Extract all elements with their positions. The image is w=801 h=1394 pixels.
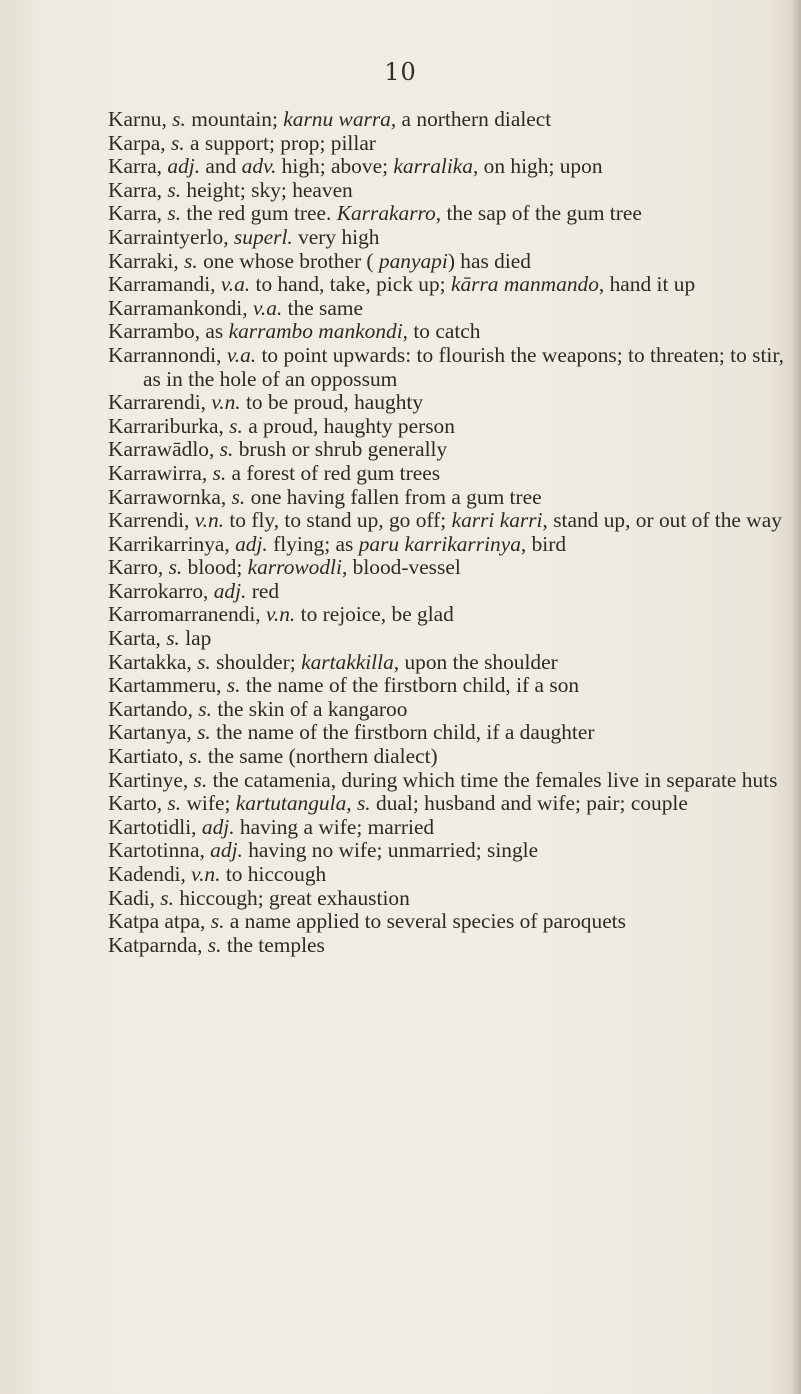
entry-text: high; above; xyxy=(276,154,394,179)
entry-text: the same xyxy=(282,295,364,320)
entry-italic-text: s. xyxy=(167,791,182,816)
dictionary-entry xyxy=(108,438,798,462)
entry-italic-text: s. xyxy=(167,177,182,202)
dictionary-entry xyxy=(108,887,798,911)
dictionary-entries xyxy=(108,108,798,957)
entry-text: Karrawirra, xyxy=(108,460,213,485)
entry-italic-text: v.n. xyxy=(211,390,241,415)
entry-italic-text: s. xyxy=(226,673,241,698)
page-number: 10 xyxy=(384,58,417,86)
entry-text: Karto, xyxy=(108,791,168,816)
entry-text: very high xyxy=(292,224,380,249)
entry-text: , a northern dialect xyxy=(390,107,552,131)
entry-italic-text: s. xyxy=(210,909,225,934)
dictionary-entry xyxy=(108,509,798,533)
entry-italic-text: v.n. xyxy=(265,602,296,627)
entry-italic-text: Karrakarro xyxy=(336,201,436,226)
entry-text: Karrambo, as xyxy=(108,319,229,344)
entry-text: to fly, to stand up, go off; xyxy=(224,508,452,533)
entry-italic-text: s. xyxy=(212,460,227,485)
entry-italic-text: panyapi xyxy=(378,248,448,273)
entry-italic-text: v.a. xyxy=(226,342,257,367)
entry-text: Karrannondi, xyxy=(108,342,227,367)
entry-text: , blood-vessel xyxy=(341,555,461,580)
dictionary-entry xyxy=(108,674,798,698)
entry-text: Kadendi, xyxy=(108,862,192,886)
entry-text: to be proud, haughty xyxy=(240,390,424,415)
dictionary-entry xyxy=(108,344,798,391)
dictionary-entry xyxy=(108,533,798,557)
entry-italic-text: s. xyxy=(197,649,211,674)
entry-italic-text: s. xyxy=(166,626,180,651)
entry-text: a name applied to several species of paroquets xyxy=(224,909,626,934)
entry-italic-text: karnu warra xyxy=(283,107,391,131)
entry-text: one having fallen from a gum tree xyxy=(245,484,542,509)
entry-text: Kartanya, xyxy=(108,720,198,745)
entry-text: the name of the firstborn child, if a son xyxy=(240,673,580,698)
dictionary-entry xyxy=(108,556,798,580)
entry-text: Karra, xyxy=(108,201,168,226)
entry-italic-text: superl. xyxy=(233,224,293,249)
entry-text: blood; xyxy=(182,555,248,580)
dictionary-entry xyxy=(108,580,798,604)
dictionary-entry xyxy=(108,179,798,203)
entry-text: to hand, take, pick up; xyxy=(250,272,451,297)
entry-italic-text: karrowodli xyxy=(247,555,342,580)
entry-text: having no wife; unmarried; single xyxy=(242,838,539,863)
entry-text: Kartakka, xyxy=(108,649,198,674)
entry-text: Kartammeru, xyxy=(108,673,227,698)
entry-text: to hiccough xyxy=(220,862,327,886)
entry-italic-text: v.a. xyxy=(252,295,283,320)
entry-text: red xyxy=(246,578,280,603)
entry-text: the name of the firstborn child, if a daughter xyxy=(210,720,595,745)
entry-italic-text: v.n. xyxy=(191,862,221,886)
dictionary-entry xyxy=(108,391,798,415)
entry-text: mountain; xyxy=(185,107,284,131)
entry-italic-text: s. xyxy=(198,696,212,721)
entry-italic-text: adj. xyxy=(213,578,247,603)
entry-italic-text: s. xyxy=(167,201,182,226)
entry-text: , the sap of the gum tree xyxy=(435,201,642,226)
entry-italic-text: s. xyxy=(229,413,243,438)
entry-text: Karrendi, xyxy=(108,508,195,533)
entry-text: , hand it up xyxy=(598,272,696,297)
entry-text: Karrariburka, xyxy=(108,413,230,438)
entry-text: Karraintyerlo, xyxy=(108,224,234,249)
dictionary-entry xyxy=(108,910,798,934)
entry-text: the same (northern dialect) xyxy=(202,744,438,769)
dictionary-entry xyxy=(108,486,798,510)
entry-text: Katparnda, xyxy=(108,932,208,957)
entry-italic-text: adj. xyxy=(210,838,243,863)
entry-italic-text: s. xyxy=(219,437,234,462)
entry-italic-text: adv. xyxy=(241,154,277,179)
entry-italic-text: paru karrikarrinya xyxy=(358,531,521,556)
dictionary-entry xyxy=(108,202,798,226)
entry-italic-text: karri karri xyxy=(451,508,543,533)
dictionary-entry xyxy=(108,839,798,863)
entry-italic-text: s. xyxy=(207,932,222,957)
entry-text: the skin of a kangaroo xyxy=(211,696,408,721)
entry-text: height; sky; heaven xyxy=(181,177,353,202)
entry-italic-text: kartakkilla xyxy=(301,649,394,674)
dictionary-entry xyxy=(108,863,798,887)
entry-text: lap xyxy=(179,626,212,651)
entry-italic-text: s. xyxy=(160,885,174,910)
entry-italic-text: karrambo mankondi xyxy=(228,319,403,344)
entry-text: , stand up, or out of the way xyxy=(542,508,782,533)
entry-text: flying; as xyxy=(267,531,359,556)
entry-italic-text: s. xyxy=(356,791,371,816)
entry-text: brush or shrub generally xyxy=(233,437,448,462)
entry-italic-text: s. xyxy=(170,130,185,155)
entry-italic-text: s. xyxy=(193,767,208,792)
entry-text: Karnu, xyxy=(108,107,173,131)
dictionary-entry xyxy=(108,415,798,439)
dictionary-entry xyxy=(108,698,798,722)
entry-text: hiccough; great exhaustion xyxy=(173,885,410,910)
entry-italic-text: s. xyxy=(197,720,211,745)
entry-text: Karra, xyxy=(108,154,168,179)
dictionary-entry xyxy=(108,297,798,321)
entry-text: wife; xyxy=(181,791,236,816)
entry-text: dual; husband and wife; pair; couple xyxy=(370,791,688,816)
entry-text: Karrarendi, xyxy=(108,390,212,415)
dictionary-entry xyxy=(108,745,798,769)
entry-text: the temples xyxy=(221,932,325,957)
entry-italic-text: adj. xyxy=(167,154,201,179)
entry-text: Karraki, xyxy=(108,248,185,273)
entry-italic-text: s. xyxy=(188,744,203,769)
entry-text: ) has died xyxy=(447,248,531,273)
dictionary-entry xyxy=(108,627,798,651)
entry-text: Karromarranendi, xyxy=(108,602,266,627)
dictionary-entry xyxy=(108,226,798,250)
entry-text: Kartotidli, xyxy=(108,814,202,839)
entry-text: the red gum tree. xyxy=(181,201,337,226)
dictionary-entry xyxy=(108,603,798,627)
entry-text: Karrokarro, xyxy=(108,578,214,603)
entry-text: Karrikarrinya, xyxy=(108,531,236,556)
entry-text: Karta, xyxy=(108,626,167,651)
entry-text: , on high; upon xyxy=(472,154,603,179)
dictionary-entry xyxy=(108,934,798,958)
entry-text: Kartotinna, xyxy=(108,838,211,863)
entry-text: Karrawādlo, xyxy=(108,437,220,462)
entry-text: the catamenia, during which time the females live in separate huts xyxy=(207,767,778,792)
dictionary-entry xyxy=(108,250,798,274)
dictionary-entry xyxy=(108,769,798,793)
entry-text: Karro, xyxy=(108,555,169,580)
entry-text: Kartiato, xyxy=(108,744,189,769)
dictionary-entry xyxy=(108,273,798,297)
entry-text: Karpa, xyxy=(108,130,171,155)
entry-italic-text: adj. xyxy=(201,814,235,839)
dictionary-entry xyxy=(108,320,798,344)
dictionary-entry xyxy=(108,132,798,156)
entry-italic-text: karralika xyxy=(393,154,473,179)
entry-text: Kadi, xyxy=(108,885,161,910)
entry-text: Karrawornka, xyxy=(108,484,232,509)
entry-italic-text: s. xyxy=(184,248,198,273)
entry-italic-text: s. xyxy=(231,484,246,509)
entry-text: to point upwards: to flourish the weapons; to threaten; to stir, as in the hole of an oppossum xyxy=(143,342,784,391)
entry-text: Karra, xyxy=(108,177,168,202)
entry-text: having a wife; married xyxy=(234,814,435,839)
dictionary-entry xyxy=(108,721,798,745)
entry-text: Karramankondi, xyxy=(108,295,253,320)
entry-text: a proud, haughty person xyxy=(242,413,455,438)
dictionary-entry xyxy=(108,792,798,816)
entry-italic-text: adj. xyxy=(235,531,268,556)
entry-text: a support; prop; pillar xyxy=(184,130,376,155)
entry-italic-text: v.a. xyxy=(220,272,251,297)
entry-text: and xyxy=(200,154,242,179)
entry-text: shoulder; xyxy=(210,649,302,674)
entry-text: , xyxy=(346,791,357,816)
entry-text: a forest of red gum trees xyxy=(226,460,441,485)
entry-text: Kartando, xyxy=(108,696,199,721)
dictionary-entry xyxy=(108,651,798,675)
entry-text: , to catch xyxy=(402,319,481,344)
entry-italic-text: kartutangula xyxy=(235,791,347,816)
entry-text: , bird xyxy=(520,531,567,556)
entry-text: Karramandi, xyxy=(108,272,221,297)
entry-text: to rejoice, be glad xyxy=(295,602,454,627)
entry-italic-text: v.n. xyxy=(194,508,225,533)
entry-text: one whose brother ( xyxy=(197,248,379,273)
dictionary-entry xyxy=(108,155,798,179)
entry-text: Kartinye, xyxy=(108,767,194,792)
entry-italic-text: kārra manmando xyxy=(450,272,599,297)
dictionary-entry xyxy=(108,108,798,132)
dictionary-entry xyxy=(108,816,798,840)
entry-italic-text: s. xyxy=(172,107,186,131)
entry-text: , upon the shoulder xyxy=(393,649,558,674)
dictionary-entry xyxy=(108,462,798,486)
entry-text: Katpa atpa, xyxy=(108,909,211,934)
entry-italic-text: s. xyxy=(168,555,183,580)
